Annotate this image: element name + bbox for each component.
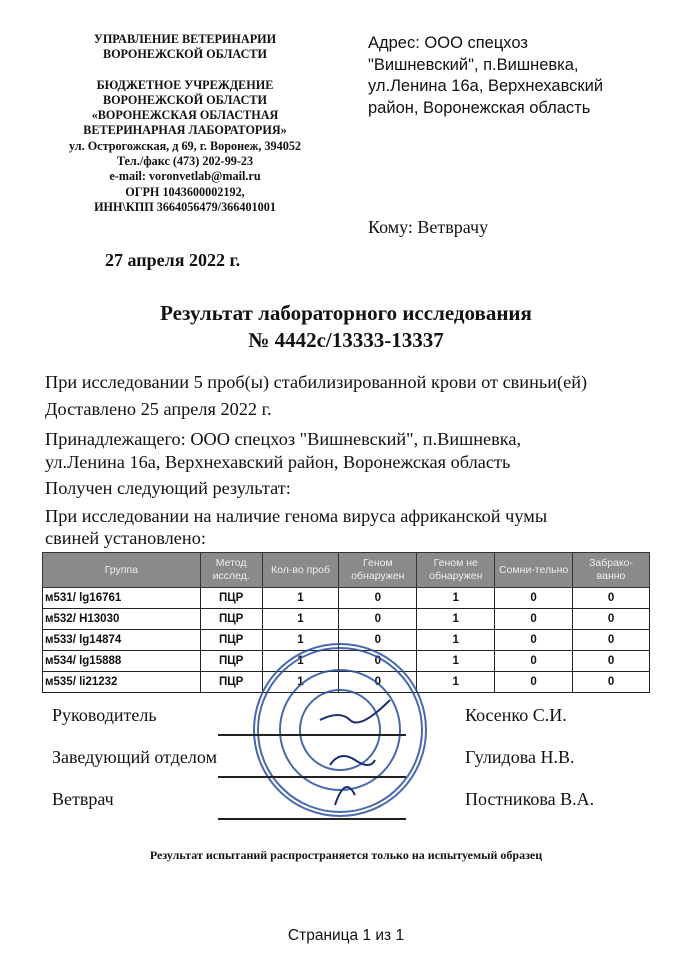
column-header: Забрако-ванно xyxy=(573,553,650,588)
body-text: ул.Ленина 16а, Верхнехавский район, Воронежская область xyxy=(45,452,511,472)
table-cell: 0 xyxy=(495,588,573,609)
table-cell: ПЦР xyxy=(200,630,262,651)
document-date: 27 апреля 2022 г. xyxy=(105,250,241,270)
page-number: Страница 1 из 1 xyxy=(287,927,405,944)
column-header: Группа xyxy=(43,553,201,588)
body-text: При исследовании на наличие генома вируса африканской чумы xyxy=(45,506,548,526)
table-cell: 0 xyxy=(573,630,650,651)
signature-line xyxy=(218,776,406,778)
signature-name: Постникова В.А. xyxy=(465,789,595,809)
table-cell: м532/ H13030 xyxy=(43,609,201,630)
body-text: свиней установлено: xyxy=(45,528,206,548)
table-cell: м535/ li21232 xyxy=(43,672,201,693)
document-number: № 4442с/13333-13337 xyxy=(248,328,444,352)
table-cell: 0 xyxy=(495,672,573,693)
table-cell: 0 xyxy=(495,630,573,651)
org-line: e-mail: voronvetlab@mail.ru xyxy=(109,169,261,184)
address-line: ул.Ленина 16а, Верхнехавский xyxy=(368,77,604,95)
body-text: Получен следующий результат: xyxy=(45,478,291,498)
column-header: Геном обнаружен xyxy=(339,553,417,588)
org-line: ВЕТЕРИНАРНАЯ ЛАБОРАТОРИЯ» xyxy=(83,123,287,138)
table-cell: 0 xyxy=(495,609,573,630)
table-cell: 0 xyxy=(573,651,650,672)
body-text: Принадлежащего: ООО спецхоз "Вишневский", п.Вишневка, xyxy=(45,429,522,449)
table-cell: ПЦР xyxy=(200,588,262,609)
table-cell: м534/ lg15888 xyxy=(43,651,201,672)
org-line: «ВОРОНЕЖСКАЯ ОБЛАСТНАЯ xyxy=(91,108,279,123)
official-stamp xyxy=(250,640,430,820)
column-header: Геном не обнаружен xyxy=(417,553,495,588)
table-cell: 1 xyxy=(417,588,495,609)
org-line: Тел./факс (473) 202-99-23 xyxy=(116,154,254,169)
org-line: ВОРОНЕЖСКОЙ ОБЛАСТИ xyxy=(102,47,268,62)
organization-header xyxy=(40,32,330,215)
org-line: БЮДЖЕТНОЕ УЧРЕЖДЕНИЕ xyxy=(96,77,274,92)
org-line: ВОРОНЕЖСКОЙ ОБЛАСТИ xyxy=(102,92,268,107)
signature-role: Ветврач xyxy=(52,789,114,809)
table-row xyxy=(43,588,650,609)
table-cell: 1 xyxy=(417,651,495,672)
table-cell: 0 xyxy=(573,672,650,693)
column-header: Сомни-тельно xyxy=(495,553,573,588)
recipient-address xyxy=(368,33,688,119)
column-header: Кол-во проб xyxy=(262,553,339,588)
signature-role: Заведующий отделом xyxy=(52,747,217,767)
table-cell: ПЦР xyxy=(200,651,262,672)
signature-line xyxy=(218,818,406,820)
table-cell: 0 xyxy=(495,651,573,672)
body-text: При исследовании 5 проб(ы) стабилизированной крови от свиньи(ей) xyxy=(45,372,588,392)
address-line: Адрес: ООО спецхоз xyxy=(368,34,528,52)
document-title xyxy=(0,300,692,354)
body-text: Доставлено 25 апреля 2022 г. xyxy=(45,399,272,419)
address-line: район, Воронежская область xyxy=(368,98,591,117)
table-cell: ПЦР xyxy=(200,672,262,693)
table-cell: ПЦР xyxy=(200,609,262,630)
table-cell: 0 xyxy=(339,630,417,651)
org-line: ИНН\КПП 3664056479/366401001 xyxy=(94,199,276,214)
table-cell: 0 xyxy=(339,588,417,609)
table-cell: 1 xyxy=(417,630,495,651)
table-cell: 0 xyxy=(573,609,650,630)
table-cell: 1 xyxy=(262,588,339,609)
table-cell: 0 xyxy=(339,609,417,630)
table-cell: 0 xyxy=(573,588,650,609)
table-cell: 1 xyxy=(262,630,339,651)
table-cell: 1 xyxy=(262,651,339,672)
org-line: ул. Острогожская, д 69, г. Воронеж, 394052 xyxy=(68,138,302,153)
table-cell: 1 xyxy=(262,609,339,630)
address-line: "Вишневский", п.Вишневка, xyxy=(368,55,579,74)
org-line: УПРАВЛЕНИЕ ВЕТЕРИНАРИИ xyxy=(93,32,277,46)
table-row xyxy=(43,609,650,630)
table-cell: 1 xyxy=(417,672,495,693)
signature-line xyxy=(218,734,406,736)
table-cell: 0 xyxy=(339,672,417,693)
org-line: ОГРН 1043600002192, xyxy=(125,184,245,199)
table-cell: 1 xyxy=(417,609,495,630)
table-cell: 1 xyxy=(262,672,339,693)
signature-name: Косенко С.И. xyxy=(465,705,567,725)
table-cell: 0 xyxy=(339,651,417,672)
signature-role: Руководитель xyxy=(52,705,157,725)
signature-name: Гулидова Н.В. xyxy=(465,747,575,767)
recipient: Кому: Ветврачу xyxy=(368,217,489,237)
column-header: Метод исслед. xyxy=(200,553,262,588)
title-line: Результат лабораторного исследования xyxy=(160,301,532,325)
disclaimer-note: Результат испытаний распространяется только на испытуемый образец xyxy=(149,848,543,862)
table-cell: м533/ lg14874 xyxy=(43,630,201,651)
table-cell: м531/ lg16761 xyxy=(43,588,201,609)
